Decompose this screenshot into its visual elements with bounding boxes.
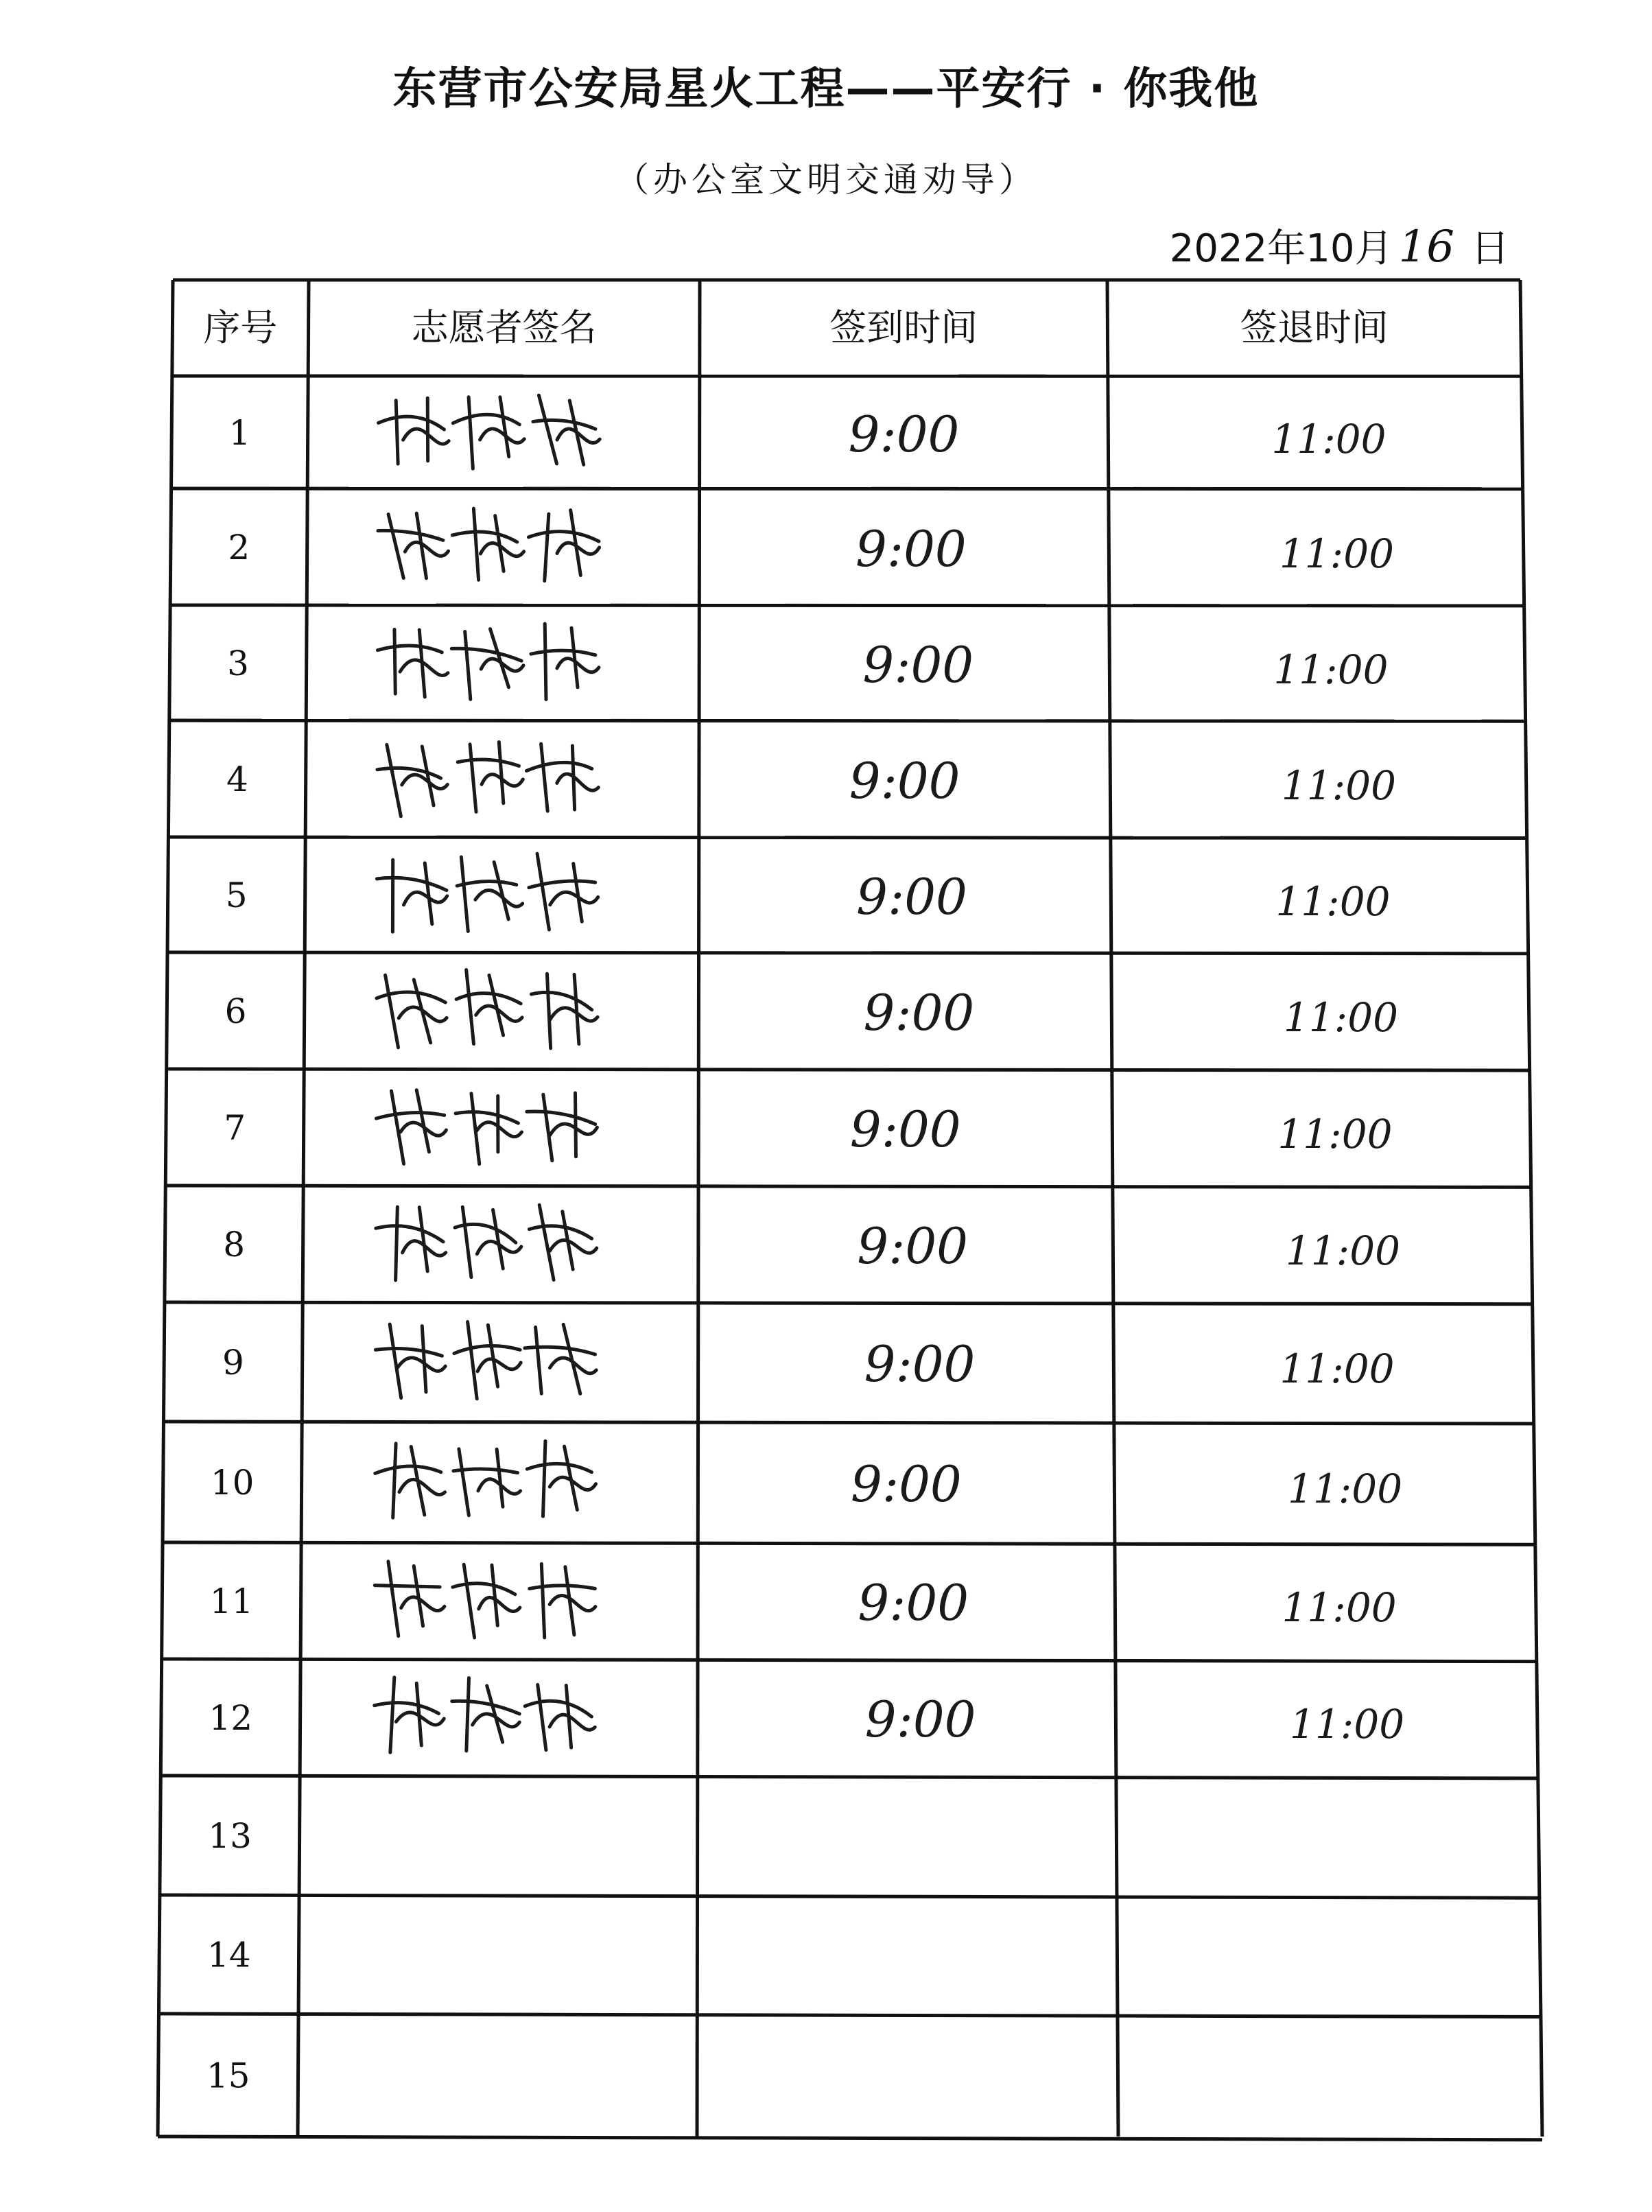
signout-time: 11:00 [1281, 762, 1397, 809]
row-line [170, 605, 1524, 606]
signin-time: 9:00 [848, 405, 960, 463]
row-line [162, 1659, 1537, 1662]
signin-time: 9:00 [864, 1335, 976, 1393]
signin-time: 9:00 [856, 520, 967, 578]
row-line [158, 2137, 1542, 2140]
signin-time: 9:00 [849, 752, 960, 810]
signout-time: 11:00 [1279, 530, 1395, 577]
row-line [163, 1422, 1533, 1424]
signout-time: 11:00 [1279, 1345, 1395, 1392]
row-line [167, 952, 1529, 954]
signout-time: 11:00 [1290, 1701, 1405, 1748]
signout-time: 11:00 [1283, 994, 1399, 1041]
row-number: 6 [224, 991, 247, 1031]
date-day-handwritten: 16 [1398, 222, 1454, 272]
signout-time: 11:00 [1287, 1466, 1403, 1512]
row-line [161, 1776, 1538, 1778]
document-subtitle: （办公室文明交通劝导） [615, 160, 1037, 200]
volunteer-signature [377, 970, 598, 1048]
volunteer-signature [377, 624, 598, 699]
row-number: 1 [228, 413, 251, 453]
header-no: 序号 [203, 306, 278, 349]
volunteer-signature [377, 854, 598, 932]
table-row [207, 1936, 251, 1975]
table-row [227, 624, 1388, 699]
table-row [210, 1562, 1397, 1638]
table-row [224, 1090, 1392, 1164]
table-row [208, 1816, 252, 1856]
row-line [163, 1542, 1535, 1544]
table-row [226, 742, 1396, 816]
signin-time: 9:00 [863, 984, 975, 1042]
row-line [165, 1302, 1533, 1304]
row-number: 7 [224, 1108, 246, 1148]
row-line [158, 2014, 1540, 2017]
table-row [225, 970, 1398, 1048]
row-line [169, 720, 1526, 721]
table-row [223, 1205, 1400, 1280]
row-number: 3 [227, 644, 249, 683]
signin-time: 9:00 [857, 1217, 968, 1275]
row-number: 2 [228, 528, 250, 567]
column-line [1107, 280, 1118, 2137]
volunteer-signature [375, 1678, 595, 1752]
document-title: 东营市公安局星火工程——平安行 · 你我他 [392, 64, 1260, 115]
signout-time: 11:00 [1285, 1227, 1401, 1274]
column-line [298, 280, 309, 2137]
date-suffix: 日 [1471, 226, 1509, 271]
table-row [211, 1441, 1402, 1518]
signout-time: 11:00 [1273, 646, 1389, 693]
column-line [697, 280, 700, 2137]
table-row [206, 2056, 250, 2096]
signout-time: 11:00 [1271, 416, 1386, 462]
row-number: 11 [209, 1581, 254, 1621]
table-row [226, 854, 1391, 932]
header-signout-time: 签退时间 [1240, 306, 1389, 349]
row-number: 10 [210, 1463, 255, 1503]
row-number: 13 [208, 1816, 252, 1856]
table-row [222, 1322, 1395, 1399]
volunteer-signature [375, 1322, 596, 1399]
header-signin-time: 签到时间 [829, 306, 978, 349]
column-line [158, 280, 173, 2137]
row-number: 15 [206, 2056, 250, 2096]
date-prefix: 2022年10月 [1169, 226, 1393, 271]
row-number: 5 [225, 875, 248, 915]
header-signature: 志愿者签名 [411, 306, 597, 349]
row-number: 12 [209, 1698, 253, 1738]
signin-time: 9:00 [856, 868, 967, 926]
table-row [229, 395, 1386, 469]
volunteer-signature [376, 1205, 597, 1280]
signout-time: 11:00 [1282, 1584, 1397, 1631]
row-number: 9 [222, 1343, 244, 1382]
row-line [167, 1069, 1530, 1070]
volunteer-signature [375, 1562, 595, 1638]
table-row [228, 508, 1394, 581]
row-number: 4 [226, 760, 248, 799]
signin-time: 9:00 [862, 636, 974, 694]
signout-time: 11:00 [1275, 878, 1391, 925]
table-row [209, 1678, 1404, 1752]
signin-time: 9:00 [864, 1691, 976, 1748]
signin-time: 9:00 [858, 1574, 969, 1632]
row-number: 8 [223, 1225, 246, 1264]
row-line [165, 1186, 1531, 1187]
row-number: 14 [207, 1935, 251, 1975]
row-line [160, 1895, 1539, 1898]
row-line [168, 837, 1526, 838]
signin-time: 9:00 [849, 1101, 961, 1158]
signout-time: 11:00 [1277, 1111, 1393, 1157]
signin-time: 9:00 [851, 1455, 962, 1513]
volunteer-signature [377, 742, 598, 816]
volunteer-signature [378, 395, 600, 469]
volunteer-signature [375, 1441, 596, 1518]
volunteer-signature [376, 1090, 597, 1164]
column-line [1520, 280, 1542, 2137]
volunteer-signature [378, 508, 600, 581]
